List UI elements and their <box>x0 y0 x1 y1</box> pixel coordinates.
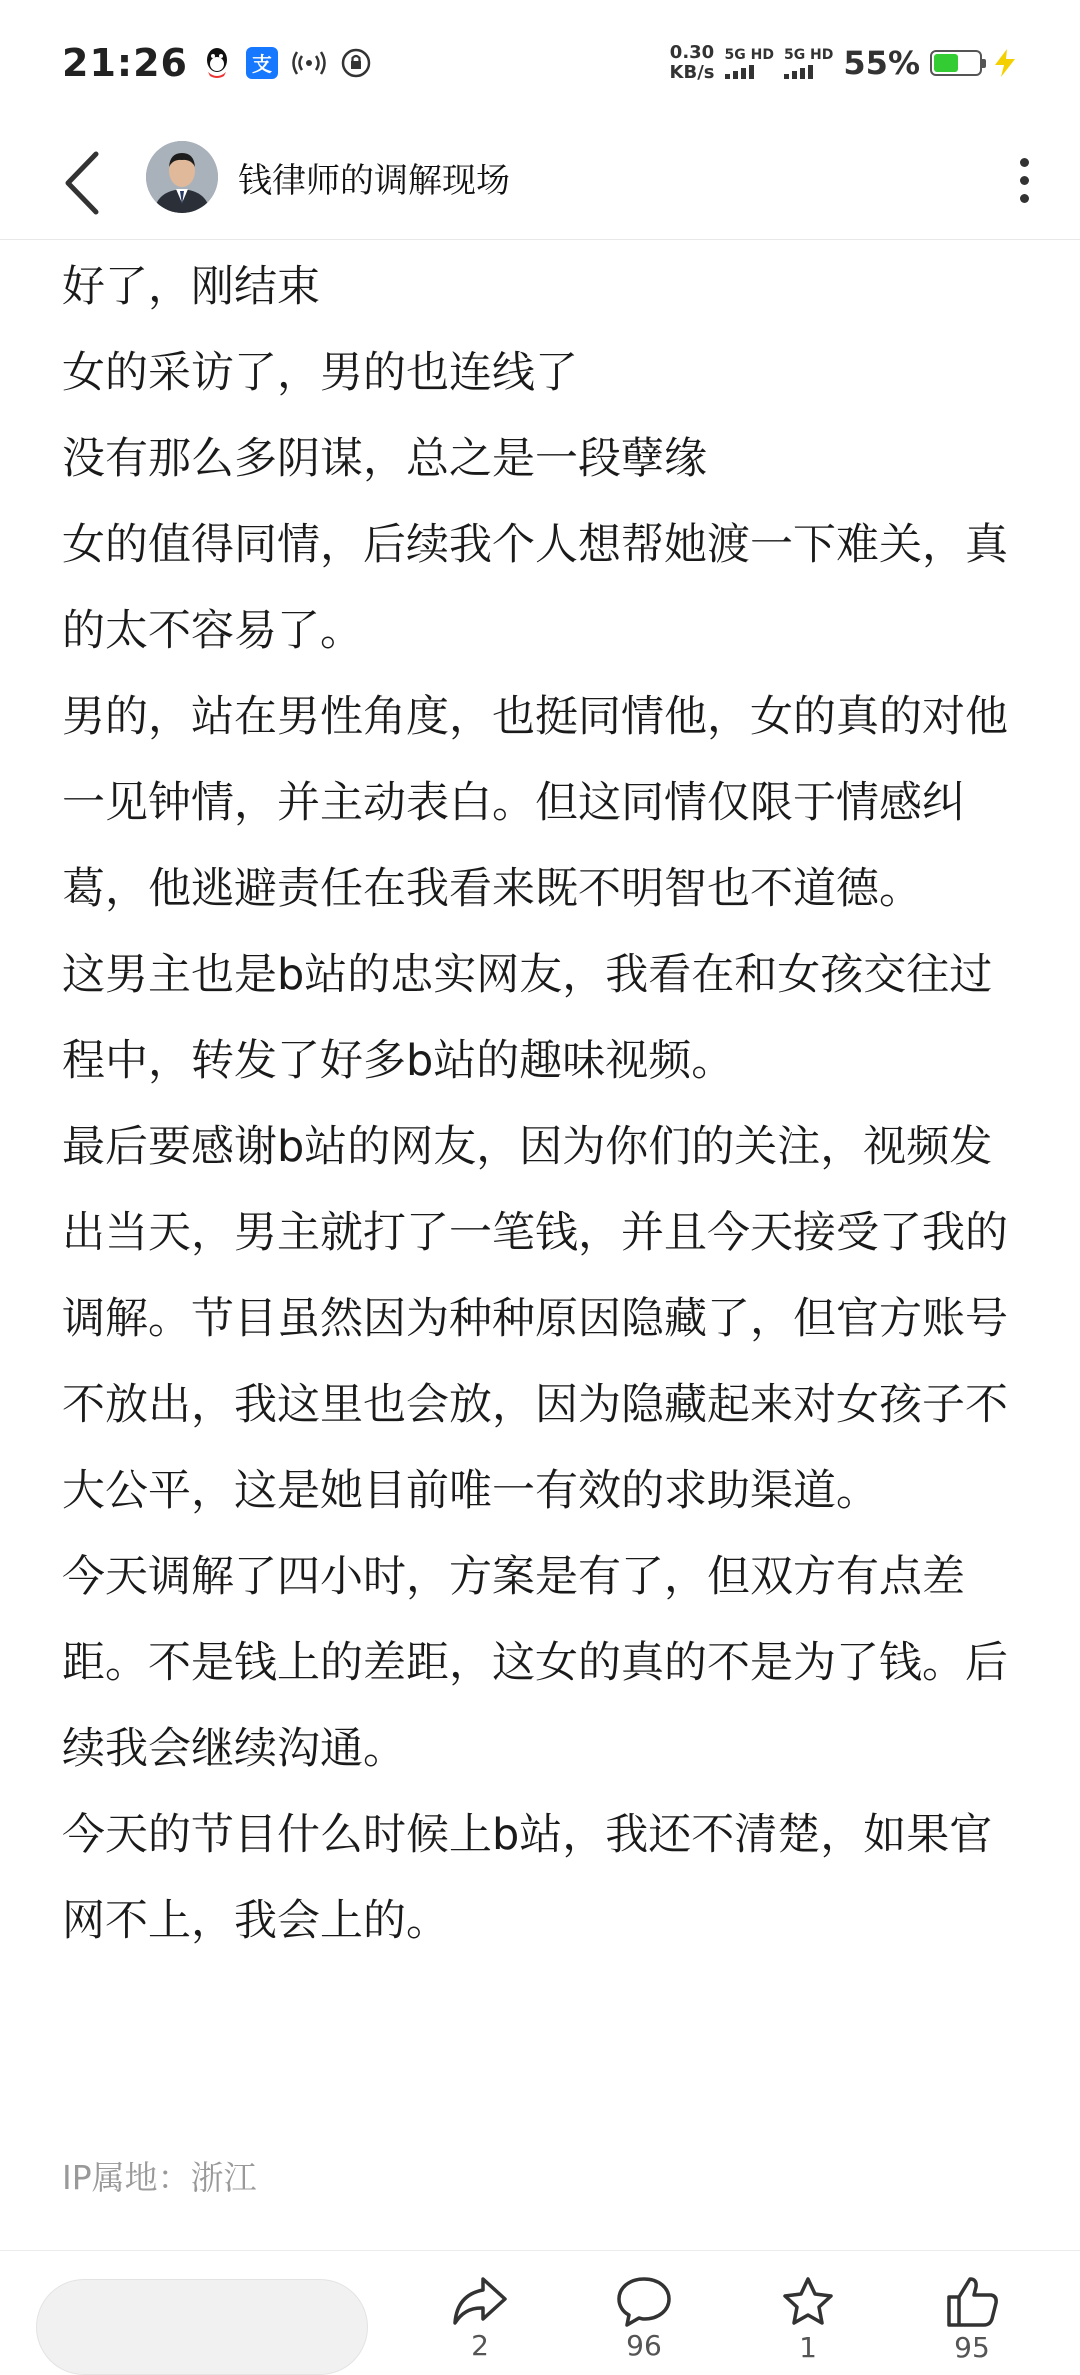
alipay-icon <box>246 47 278 79</box>
svg-text:支: 支 <box>251 51 272 76</box>
share-count: 2 <box>471 2329 489 2362</box>
signal-bars-icon <box>725 63 754 79</box>
bottom-action-bar <box>0 2250 1080 2369</box>
share-button[interactable] <box>420 2275 540 2362</box>
paragraph: 女的采访了，男的也连线了 <box>62 348 578 398</box>
paragraph: 今天的节目什么时候上b站，我还不清楚，如果官网不上，我会上的。 <box>62 1810 993 1946</box>
paragraph: 今天调解了四小时，方案是有了，但双方有点差距。不是钱上的差距，这女的真的不是为了钱。后续我会继续沟通。 <box>62 1552 1008 1774</box>
comment-button[interactable] <box>584 2275 704 2362</box>
more-dot <box>1020 158 1029 167</box>
signal-sim1 <box>725 47 774 79</box>
battery-fill <box>934 54 958 72</box>
battery-percent: 55% <box>843 43 920 82</box>
status-left <box>62 41 372 85</box>
comment-input[interactable] <box>36 2279 368 2375</box>
paragraph: 没有那么多阴谋，总之是一段孽缘 <box>62 434 707 484</box>
lock-icon <box>340 47 372 79</box>
star-icon <box>779 2275 837 2329</box>
more-options-button[interactable] <box>1004 145 1044 215</box>
network-speed-unit: KB/s <box>669 61 715 83</box>
hotspot-icon <box>292 51 326 75</box>
author-name[interactable]: 钱律师的调解现场 <box>238 161 510 201</box>
like-count: 95 <box>954 2331 990 2364</box>
qq-icon <box>202 46 232 80</box>
post-header <box>0 125 1080 240</box>
ip-location: IP属地：浙江 <box>62 2158 257 2197</box>
share-icon <box>451 2275 509 2327</box>
paragraph: 男的，站在男性角度，也挺同情他，女的真的对他一见钟情，并主动表白。但这同情仅限于情感纠葛，他逃避责任在我看来既不明智也不道德。 <box>62 692 1008 914</box>
back-button[interactable] <box>52 143 112 223</box>
paragraph: 这男主也是b站的忠实网友，我看在和女孩交往过程中，转发了好多b站的趣味视频。 <box>62 950 993 1086</box>
like-button[interactable] <box>912 2275 1032 2364</box>
paragraph: 好了，刚结束 <box>62 262 320 312</box>
status-time: 21:26 <box>62 40 188 85</box>
charging-icon <box>992 48 1018 78</box>
comment-icon <box>615 2275 673 2327</box>
network-speed-value: 0.30 <box>669 41 715 63</box>
back-arrow-icon <box>62 150 102 216</box>
paragraph: 女的值得同情，后续我个人想帮她渡一下难关，真的太不容易了。 <box>62 520 1008 656</box>
author-avatar[interactable] <box>146 141 218 213</box>
sim2-label: 5G HD <box>783 46 834 63</box>
more-dot <box>1020 176 1029 185</box>
paragraph: 最后要感谢b站的网友，因为你们的关注，视频发出当天，男主就打了一笔钱，并且今天接受了我的调解。节目虽然因为种种原因隐藏了，但官方账号不放出，我这里也会放，因为隐藏起来对女孩子不大公平，这是她目前唯一有效的求助渠道。 <box>62 1122 1008 1516</box>
more-dot <box>1020 194 1029 203</box>
signal-bars-icon <box>784 63 813 79</box>
battery-icon <box>930 50 982 76</box>
signal-sim2 <box>784 47 833 79</box>
favorite-count: 1 <box>799 2331 817 2364</box>
network-speed <box>670 43 715 83</box>
sim1-label: 5G HD <box>724 46 774 63</box>
favorite-button[interactable] <box>748 2275 868 2364</box>
status-right <box>670 43 1018 83</box>
thumbs-up-icon <box>943 2275 1001 2329</box>
comment-count: 96 <box>626 2329 662 2362</box>
status-bar <box>0 0 1080 125</box>
post-body <box>62 244 1032 1964</box>
